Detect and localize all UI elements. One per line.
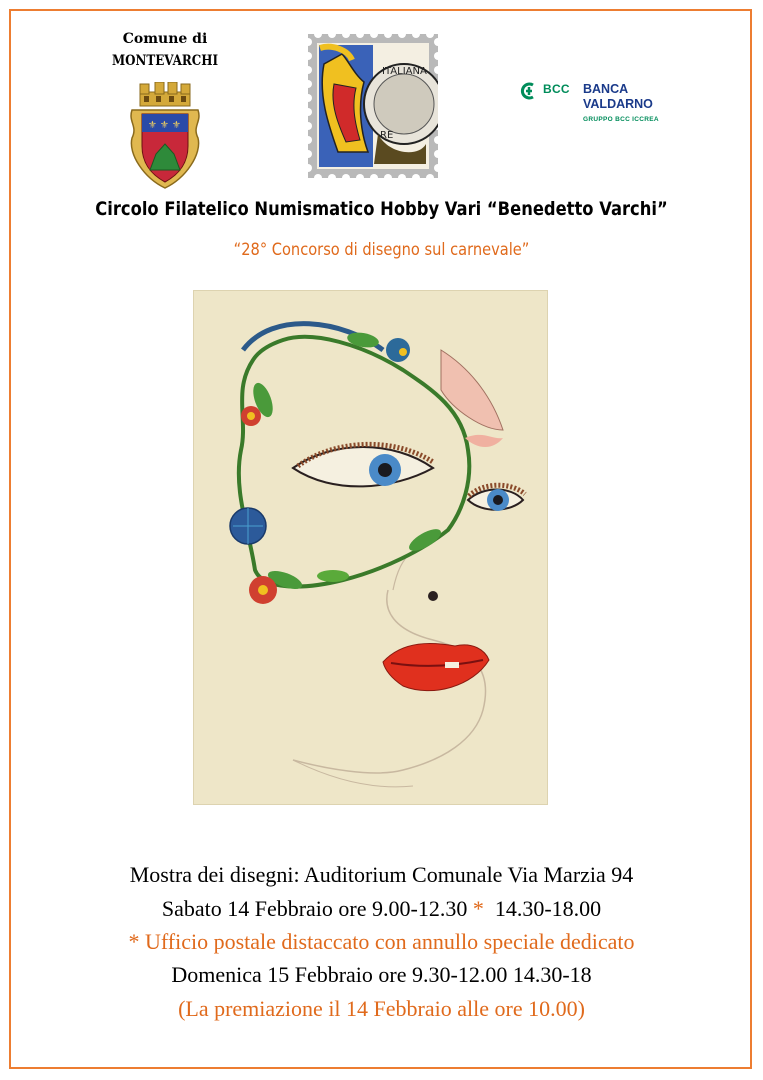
svg-text:⚜: ⚜	[160, 120, 169, 131]
page-title: Circolo Filatelico Numismatico Hobby Vari “Benedetto Varchi”	[95, 198, 668, 220]
svg-text:⚜: ⚜	[148, 120, 157, 131]
comune-line1: Comune di	[122, 31, 208, 47]
coat-of-arms-icon	[126, 82, 204, 190]
comune-label	[100, 28, 230, 72]
saturday-hours-b: 14.30-18.00	[483, 896, 602, 921]
saturday-hours-star: *	[472, 896, 484, 921]
carnival-mask-drawing	[193, 290, 548, 805]
exhibition-location: Mostra dei disegni: Auditorium Comunale Via Marzia 94	[129, 862, 634, 887]
comune-line2: MONTEVARCHI	[111, 53, 219, 69]
sunday-hours: Domenica 15 Febbraio ore 9.30-12.00 14.30-18	[171, 962, 592, 987]
bank-bcc-label: BCC	[543, 82, 570, 96]
post-office-note: * Ufficio postale distaccato con annullo speciale dedicato	[128, 929, 635, 954]
bank-name-line1: BANCA	[583, 82, 629, 96]
bcc-logo-icon	[519, 81, 539, 101]
bank-group-label: GRUPPO BCC ICCREA	[583, 116, 659, 123]
philatelic-stamp-logo-icon	[308, 34, 438, 178]
saturday-hours-a: Sabato 14 Febbraio ore 9.00-12.30	[161, 896, 473, 921]
stamp-text-top: ITALIANA	[382, 66, 427, 77]
award-ceremony-note: (La premiazione il 14 Febbraio alle ore 10.00)	[178, 996, 585, 1021]
page-subtitle: “28° Concorso di disegno sul carnevale”	[233, 240, 530, 260]
svg-text:⚜: ⚜	[172, 120, 181, 131]
bank-name-line2: VALDARNO	[583, 97, 653, 111]
stamp-text-side: RE	[380, 130, 394, 141]
saturday-hours	[0, 896, 763, 922]
bank-logo	[519, 78, 689, 130]
